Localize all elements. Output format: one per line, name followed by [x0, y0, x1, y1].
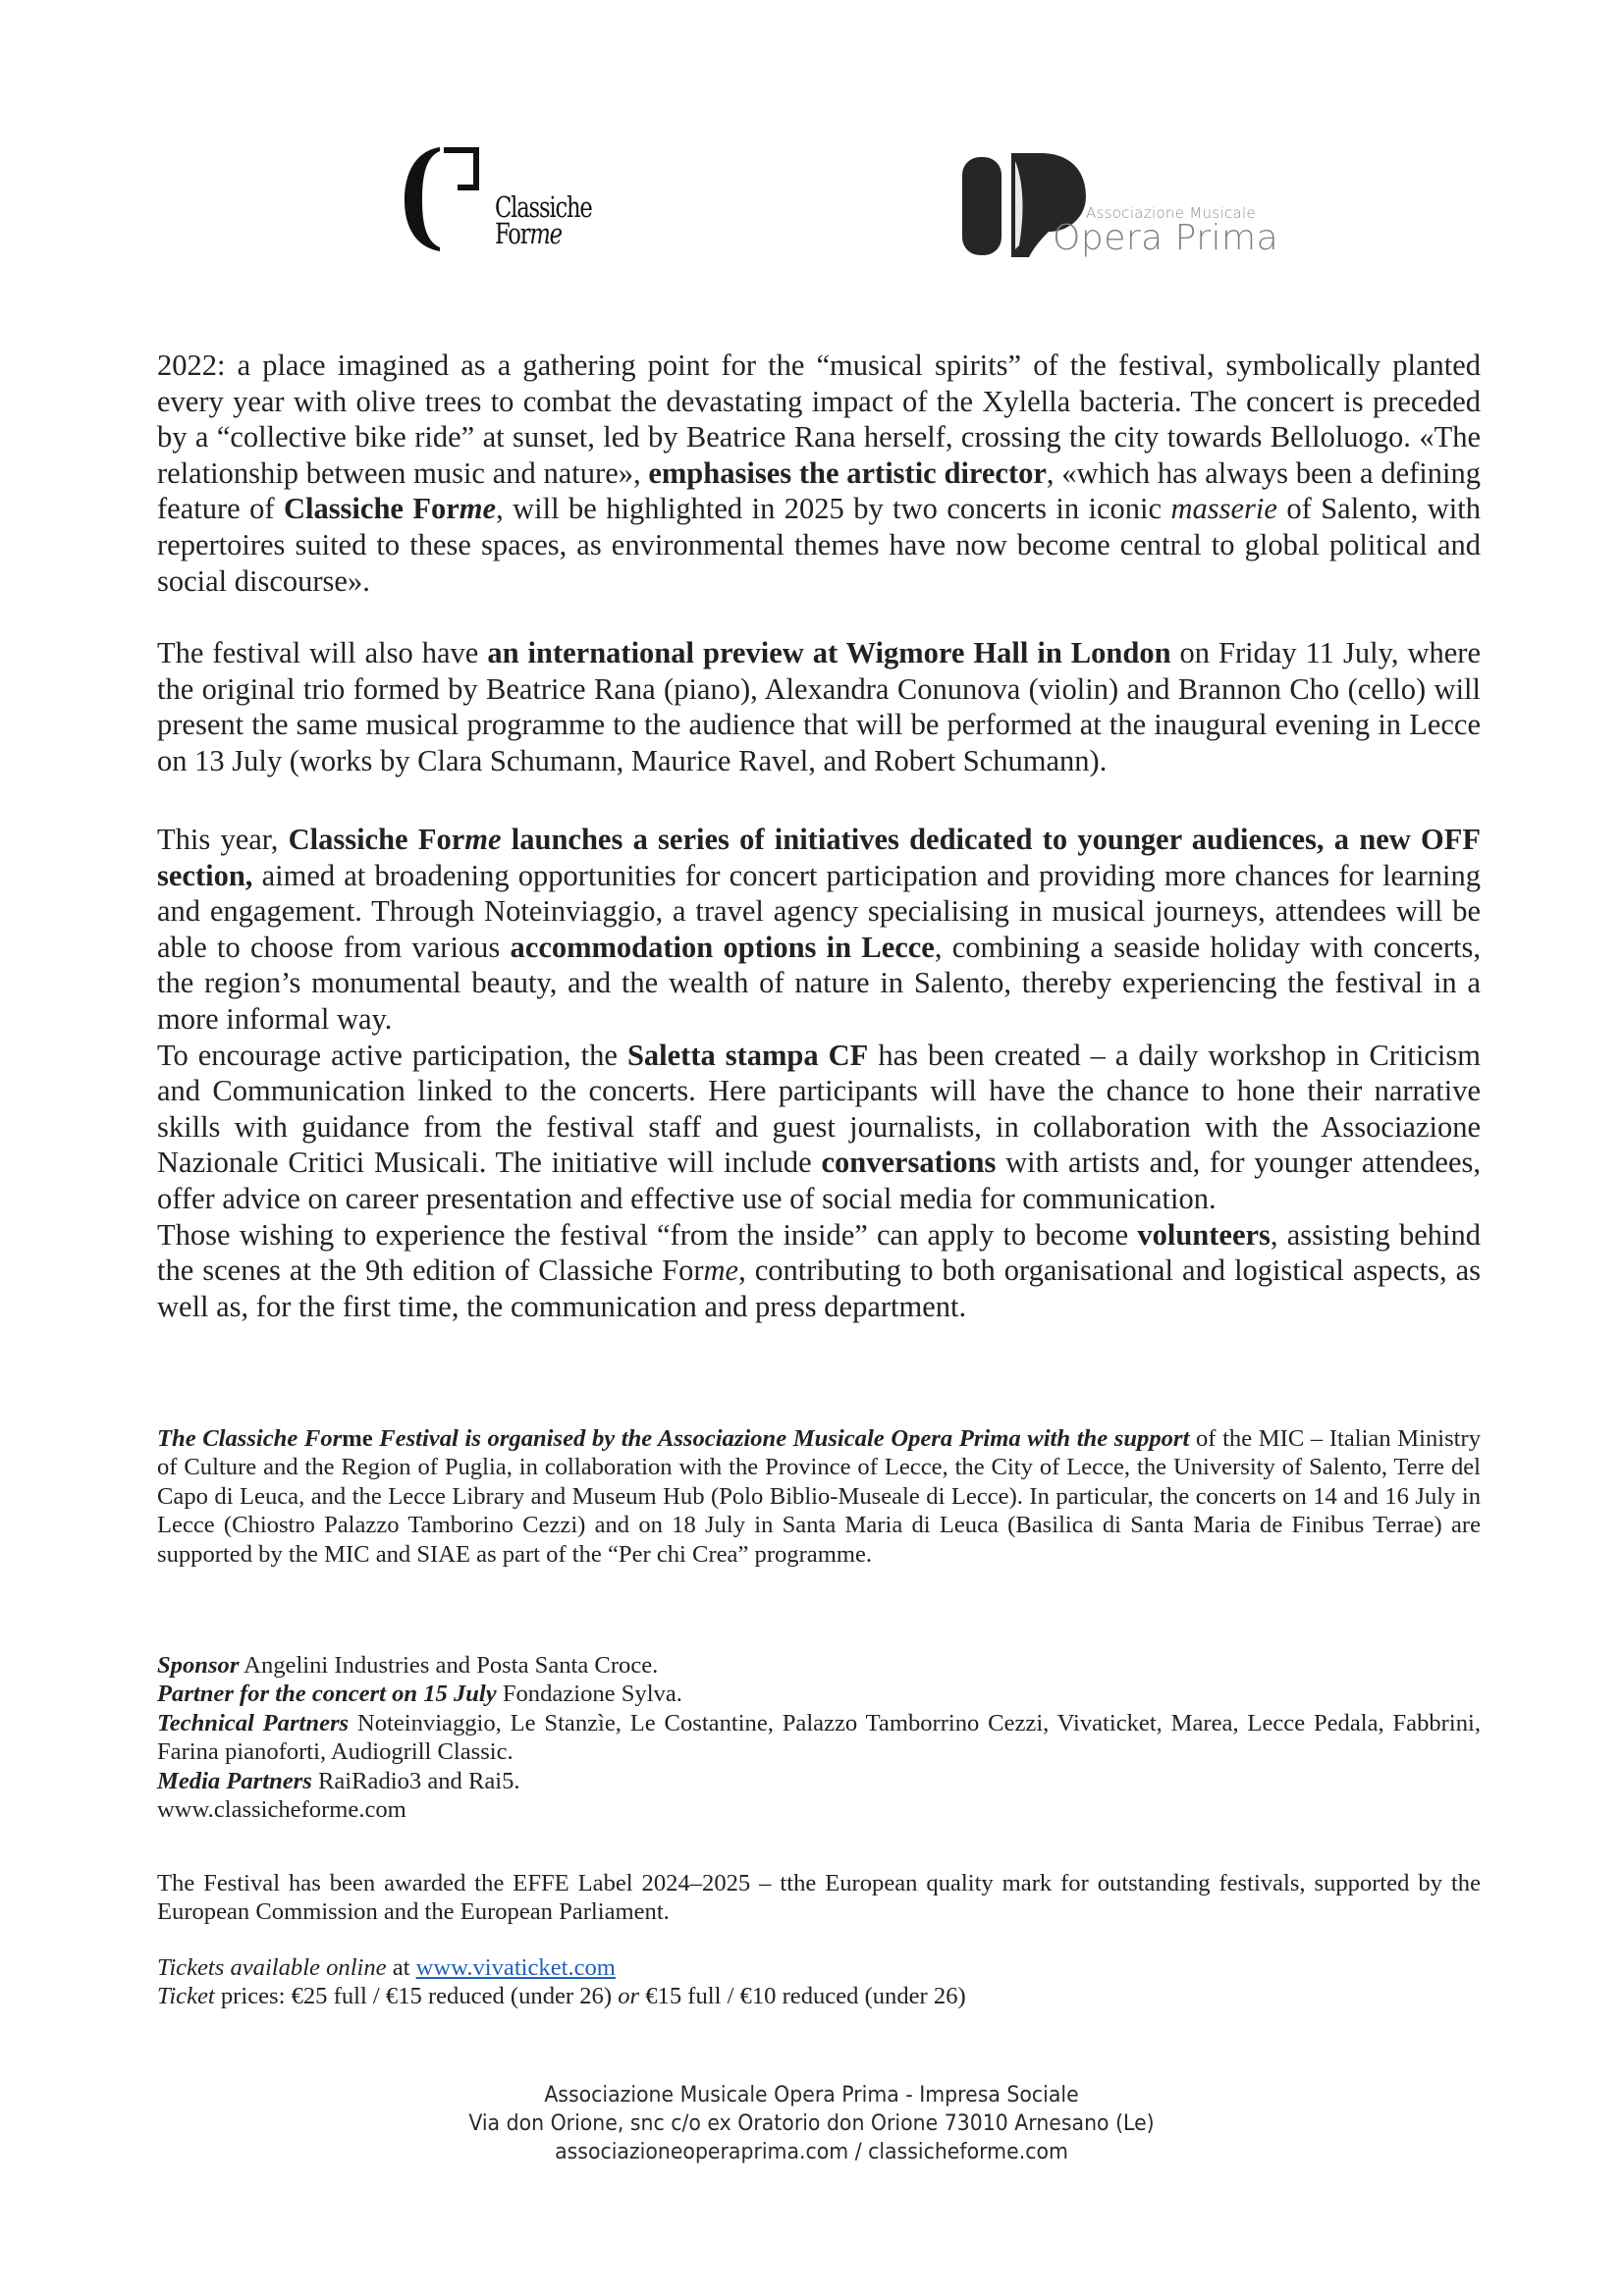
text-run: at	[386, 1954, 416, 1981]
concert-partner-line	[157, 1680, 1481, 1708]
website-line: www.classicheforme.com	[157, 1796, 406, 1824]
bold-text: me	[342, 1425, 373, 1452]
sponsor-value: Angelini Industries and Posta Santa Croce.	[239, 1652, 659, 1679]
vivaticket-link[interactable]: www.vivaticket.com	[415, 1954, 616, 1981]
cf-monogram-icon	[401, 145, 489, 253]
bold-run: accommodation options in Lecce	[510, 930, 935, 964]
bold-italic-run	[157, 1425, 1189, 1452]
page-footer	[0, 2081, 1623, 2166]
text-run: on Friday 11 July, where the original trio formed by Beatrice Rana (piano), Alexandra Conunova (violin) and Brannon Cho (cello) will present the same musical programme to the audience that will be performed at the inaugural evening in Lecce on 13 July (works by Clara Schumann, Maurice Ravel, and Robert Schumann).	[157, 636, 1482, 777]
ticket-price-label: Ticket	[157, 1983, 215, 2010]
tickets-online-line	[157, 1953, 1481, 1982]
concert-partner-label: Partner for the concert on 15 July	[157, 1681, 497, 1708]
paragraph-intro	[157, 347, 1481, 599]
opera-prima-logo	[960, 147, 1294, 260]
sponsor-label: Sponsor	[157, 1652, 240, 1679]
text-run: aimed at broadening opportunities for concert participation and providing more chances for learning and engagement. Through Noteinviaggio, a travel agency specialising in musical journeys, attendees will be able to choose from various	[157, 858, 1481, 964]
text-run: with artists and, for younger attendees, offer advice on career presentation and effective use of social media for communication.	[157, 1146, 1481, 1215]
organisation-note	[157, 1424, 1481, 1569]
bold-text-run: launches a series of initiatives dedicated to younger audiences, a new OFF section,	[157, 823, 1482, 892]
paragraph-3	[157, 822, 1481, 1038]
concert-partner-value: Fondazione Sylva.	[496, 1681, 682, 1708]
brand-run: Classiche For	[288, 823, 465, 856]
text-run: , will be highlighted in 2025 by two concerts in iconic	[496, 492, 1171, 526]
paragraph-4	[157, 1038, 1481, 1217]
tickets-online-label: Tickets available online	[157, 1954, 387, 1981]
technical-partners-label: Technical Partners	[157, 1709, 350, 1736]
tickets-info	[157, 1953, 1481, 2011]
bold-italic-text: The Classiche For	[157, 1425, 343, 1452]
bold-run: Saletta stampa CF	[626, 1038, 869, 1072]
text-run: of Salento, with repertoires suited to these spaces, as environmental themes have now become central to global political and social discourse».	[157, 492, 1481, 598]
cf-wordmark-me: me	[529, 217, 562, 250]
text-run: , combining a seaside holiday with concerts, the region’s monumental beauty, and the wealth of nature in Salento, thereby experiencing the festival in a more informal way.	[157, 930, 1481, 1036]
media-partners-line	[157, 1767, 1481, 1795]
paragraph-2	[157, 635, 1481, 778]
effe-paragraph: The Festival has been awarded the EFFE Label 2024–2025 – tthe European quality mark for outstanding festivals, supported by the European Commission and the European Parliament.	[157, 1870, 1481, 1926]
effe-label-note	[157, 1869, 1481, 1927]
media-partners-value: RaiRadio3 and Rai5.	[311, 1767, 520, 1794]
bold-run: conversations	[821, 1146, 997, 1180]
text-run: , «which has always been a defining feature of	[157, 455, 1481, 526]
bold-run: an international preview at Wigmore Hall in London	[487, 636, 1171, 669]
text-run: 2022: a place imagined as a gathering point for the “musical spirits” of the festival, symbolically planted every year with olive trees to combat the devastating impact of the Xylella bacteria. The concert is preceded by a “collective bike ride” at sunset, led by Beatrice Rana herself, crossing the city towards Belloluogo. «The relationship between music and nature»,	[157, 348, 1481, 490]
technical-partners-line	[157, 1709, 1481, 1767]
brand-italic-run: me	[464, 823, 502, 856]
classiche-forme-logo	[401, 145, 636, 258]
paragraph-initiatives	[157, 822, 1481, 1324]
ticket-prices-line	[157, 1982, 1481, 2010]
italic-run: masserie	[1170, 492, 1277, 526]
technical-partners-value: Noteinviaggio, Le Stanzìe, Le Costantine, Palazzo Tamborrino Cezzi, Vivaticket, Marea, Lecce Pedala, Fabbrini, Farina pianoforti, Audiogrill Classic.	[157, 1709, 1481, 1766]
italic-run: or	[618, 1983, 640, 2010]
brand-run: Classiche For	[283, 492, 460, 526]
bold-run: volunteers	[1137, 1217, 1271, 1252]
bold-run	[284, 492, 496, 525]
brand-italic-run: me	[459, 492, 497, 526]
paragraph-preview	[157, 635, 1481, 778]
organisation-paragraph	[157, 1424, 1481, 1569]
sponsor-line	[157, 1651, 1481, 1680]
cf-wordmark-line2	[495, 217, 592, 250]
footer-address: Via don Orione, snc c/o ex Oratorio don Orione 73010 Arnesano (Le)	[468, 2111, 1155, 2136]
text-run: The festival will also have	[157, 636, 488, 669]
text-run: This year,	[157, 823, 289, 856]
bold-run: emphasises the artistic director	[648, 455, 1047, 490]
partners-list	[157, 1651, 1481, 1824]
italic-run: me	[703, 1254, 739, 1288]
footer-org-name: Associazione Musicale Opera Prima - Impresa Sociale	[544, 2083, 1079, 2108]
text-run: prices: €25 full / €15 reduced (under 26)	[214, 1983, 619, 2010]
paragraph-5	[157, 1217, 1481, 1325]
text-run: , assisting behind the scenes at the 9th edition of Classiche For	[157, 1217, 1481, 1288]
op-title: Opera Prima	[1053, 218, 1279, 258]
footer-websites: associazioneoperaprima.com / classicheforme.com	[555, 2140, 1068, 2164]
paragraph-1	[157, 347, 1481, 599]
text-run: To encourage active participation, the	[157, 1038, 627, 1072]
text-run: has been created – a daily workshop in Criticism and Communication linked to the concerts. Here participants will have the chance to hone their narrative skills with guidance from the festival staff and guest journalists, in collaboration with the Associazione Nazionale Critici Musicali. The initiative will include	[157, 1038, 1481, 1180]
media-partners-label: Media Partners	[157, 1767, 312, 1794]
cf-wordmark-for: For	[495, 217, 530, 250]
text-run: , contributing to both organisational and logistical aspects, as well as, for the first time, the communication and press department.	[157, 1254, 1481, 1323]
text-run: of the MIC – Italian Ministry of Culture and the Region of Puglia, in collaboration with the Province of Lecce, the City of Lecce, the University of Salento, Terre del Capo di Leuca, and the Lecce Library and Museum Hub (Polo Biblio-Museale di Lecce). In particular, the concerts on 14 and 16 July in Lecce (Chiostro Palazzo Tamborino Cezzi) and on 18 July in Santa Maria di Leuca (Basilica di Santa Maria de Finibus Terrae) are supported by the MIC and SIAE as part of the “Per chi Crea” programme.	[157, 1425, 1481, 1568]
text-run: Those wishing to experience the festival “from the inside” can apply to become	[157, 1217, 1138, 1252]
cf-wordmark-line1: Classiche	[495, 190, 592, 224]
bold-italic-text: Festival is organised by the Associazione Musicale Opera Prima with the support	[372, 1425, 1190, 1452]
cf-wordmark	[495, 190, 592, 250]
op-subtitle: Associazione Musicale	[1086, 204, 1256, 222]
text-run: €15 full / €10 reduced (under 26)	[639, 1983, 966, 2010]
